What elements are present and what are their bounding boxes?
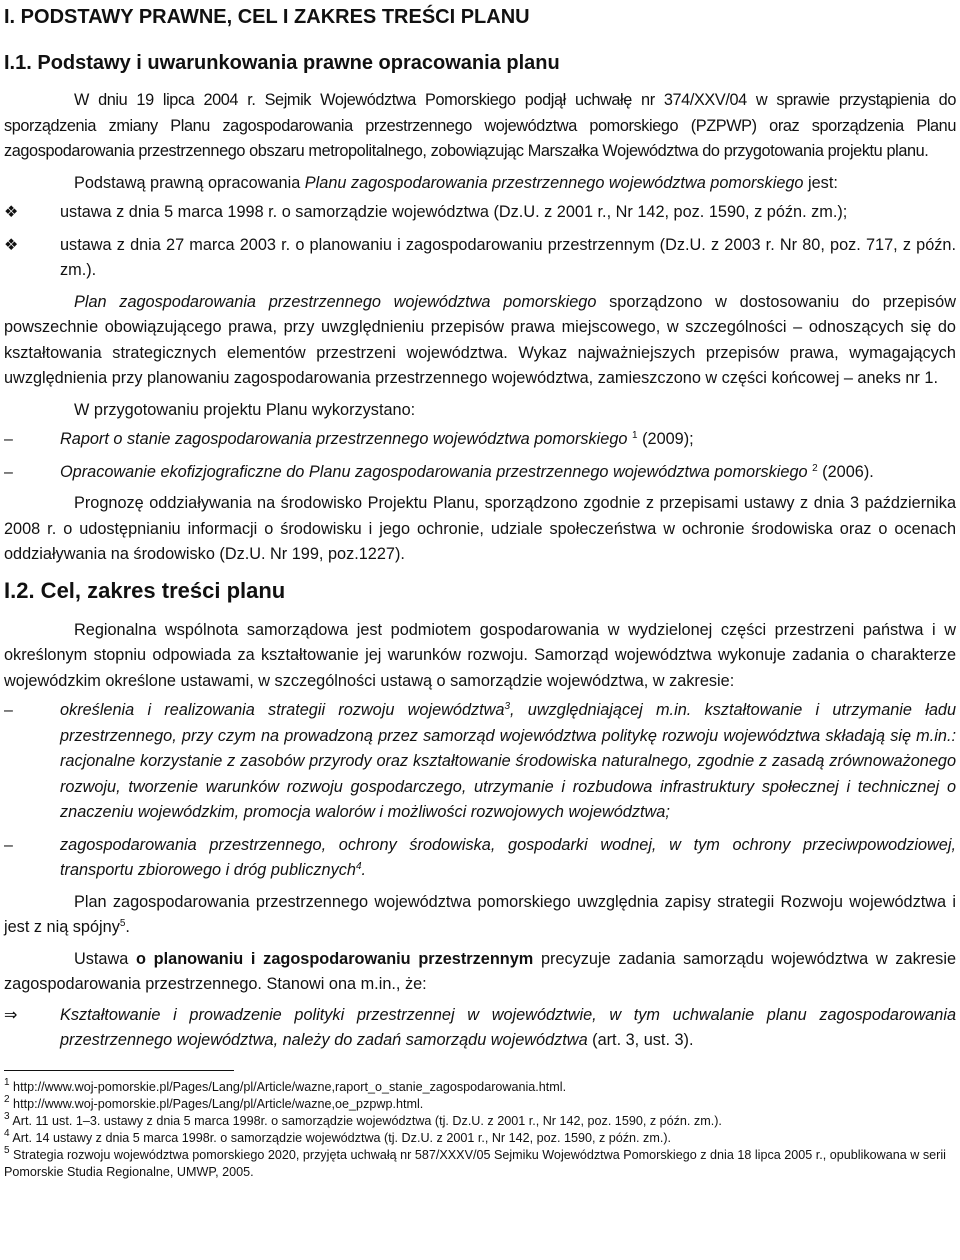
footnote-ref: 2 <box>812 462 818 474</box>
footnote-ref: 1 <box>632 430 638 441</box>
paragraph-regional-community: Regionalna wspólnota samorządowa jest podmiotem gospodarowania w wydzielonej części przestrzeni państwa i w określonym stopniu odpowiada za kształtowanie jej warunków rozwoju. Samorząd województwa wykonuje zadania o charakterze wojewódzkim określone ustawami, w szczególności ustawą o samorządzie województwa, w zakresie: <box>4 620 956 690</box>
act-title: o planowaniu i zagospodarowaniu przestrzennym <box>136 949 534 968</box>
plan-title: Planu zagospodarowania przestrzennego województwa pomorskiego <box>304 173 804 192</box>
list-item: ❖ ustawa z dnia 5 marca 1998 r. o samorządzie województwa (Dz.U. z 2001 r., Nr 142, poz. 1590, z późn. zm.); <box>4 200 956 226</box>
scope-list <box>4 698 956 884</box>
footnote-ref: 3 <box>504 701 511 712</box>
footnote: $^5$ Strategia rozwoju województwa pomorskiego 2020, przyjęta uchwałą nr 587/XXXV/05 Sejmiku Województwa Pomorskiego z dnia 18 lipca 2005 r., opublikowana w serii Pomorskie Studia Regionalne, UMWP, 2005. <box>4 1144 946 1179</box>
chapter-heading: I. PODSTAWY PRAWNE, CEL I ZAKRES TREŚCI PLANU <box>4 6 530 28</box>
list-item: ⇒ Kształtowanie i prowadzenie polityki przestrzennej w województwie, w tym uchwalanie planu zagospodarowania przestrzennego województwa, należy do zadań samorządu województwa (art. 3, ust. 3). <box>4 1003 956 1054</box>
footnote-separator <box>4 1070 234 1071</box>
footnote-ref: 4 <box>355 861 362 872</box>
footnote: $^1$ http://www.woj-pomorskie.pl/Pages/Lang/pl/Article/wazne,raport_o_stanie_zagospodarowania.html. <box>4 1076 567 1094</box>
section-heading-1-1: I.1. Podstawy i uwarunkowania prawne opracowania planu <box>4 52 560 74</box>
paragraph-sources-intro: W przygotowaniu projektu Planu wykorzystano: <box>74 400 416 419</box>
footnote: $^4$ Art. 14 ustawy z dnia 5 marca 1998r. o samorządzie województwa (tj. Dz.U. z 2001 r., Nr 142, poz. 1590, z późn. zm.). <box>4 1127 672 1145</box>
footnote: $^2$ http://www.woj-pomorskie.pl/Pages/Lang/pl/Article/wazne,oe_pzpwp.html. <box>4 1093 424 1111</box>
paragraph-strategy-consistency: Plan zagospodarowania przestrzennego województwa pomorskiego uwzględnia zapisy strategii Rozwoju województwa i jest z nią spójny$^5$. <box>4 892 956 936</box>
dash-bullet-icon: – <box>4 836 13 854</box>
footnote: $^3$ Art. 11 ust. 1–3. ustawy z dnia 5 marca 1998r. o samorządzie województwa (tj. Dz.U. z 2001 r., Nr 142, poz. 1590, z późn. zm.). <box>4 1110 722 1128</box>
quotation-list <box>4 1003 956 1054</box>
paragraph-planning-act: Ustawa o planowaniu i zagospodarowaniu przestrzennym precyzuje zadania samorządu województwa w zakresie zagospodarowania przestrzennego. Stanowi ona m.in., że: <box>4 949 956 993</box>
plan-title: Plan zagospodarowania przestrzennego województwa pomorskiego <box>74 292 597 311</box>
paragraph-plan-compliance: Plan zagospodarowania przestrzennego województwa pomorskiego sporządzono w dostosowaniu do przepisów powszechnie obowiązującego prawa, przy uwzględnieniu przepisów prawa miejscowego, w szczególności – odnoszących się do kształtowania strategicznych elementów przestrzeni województwa. Wykaz najważniejszych przepisów prawa, wymagających uwzględnienia przy planowaniu zagospodarowania przestrzennego województwa, zamieszczono w części końcowej – aneks nr 1. <box>4 292 956 387</box>
list-item: – Opracowanie ekofizjograficzne do Planu zagospodarowania przestrzennego województwa pomorskiego $^2$ (2006). <box>4 460 956 486</box>
legal-basis-list <box>4 200 956 284</box>
section-heading-1-2: I.2. Cel, zakres treści planu <box>4 577 286 603</box>
arrow-bullet-icon: ⇒ <box>4 1006 18 1024</box>
list-item: – określenia i realizowania strategii rozwoju województwa$^3$, uwzględniającej m.in. kształtowanie i utrzymanie ładu przestrzennego, przy czym na prowadzoną przez samorząd województwa politykę rozwoju województwa składają się m.in.: racjonalne korzystanie z zasobów przyrody oraz kształtowanie środowiska naturalnego, zgodnie z zasadą zrównoważonego rozwoju, tworzenie warunków rozwoju gospodarczego, utrzymanie i rozbudowa infrastruktury społecznej i technicznej o znaczeniu wojewódzkim, promocja walorów i możliwości rozwojowych województwa; <box>4 698 956 826</box>
diamond-bullet-icon: ❖ <box>4 204 19 221</box>
diamond-bullet-icon: ❖ <box>4 236 19 254</box>
list-item: – Raport o stanie zagospodarowania przestrzennego województwa pomorskiego $^1$ (2009); <box>4 427 956 453</box>
dash-bullet-icon: – <box>4 702 13 719</box>
paragraph-resolution: W dniu 19 lipca 2004 r. Sejmik Województwa Pomorskiego podjął uchwałę nr 374/XXV/04 w sprawie przystąpienia do sporządzenia zmiany Planu zagospodarowania przestrzennego województwa pomorskiego (PZPWP) oraz sporządzenia Planu zagospodarowania przestrzennego obszaru metropolitalnego, zobowiązując Marszałka Województwa do przygotowania projektu planu. <box>4 91 956 160</box>
list-item: ❖ ustawa z dnia 27 marca 2003 r. o planowaniu i zagospodarowaniu przestrzennym (Dz.U. z 2003 r. Nr 80, poz. 717, z późn. zm.). <box>4 233 956 284</box>
paragraph-environmental-forecast: Prognozę oddziaływania na środowisko Projektu Planu, sporządzono zgodnie z przepisami ustawy z dnia 3 października 2008 r. o udostępnianiu informacji o środowisku i jego ochronie, udziale społeczeństwa w ochronie środowiska oraz o ocenach oddziaływania na środowisko (Dz.U. Nr 199, poz.1227). <box>4 494 956 563</box>
paragraph-legal-basis: Podstawą prawną opracowania Planu zagospodarowania przestrzennego województwa pomorskiego jest: <box>74 173 838 192</box>
footnote-ref: 5 <box>119 918 126 929</box>
list-item: – zagospodarowania przestrzennego, ochrony środowiska, gospodarki wodnej, w tym ochrony przeciwpowodziowej, transportu zbiorowego i dróg publicznych$^4$. <box>4 833 956 884</box>
sources-list <box>4 427 956 485</box>
dash-bullet-icon: – <box>4 463 13 481</box>
footnotes <box>4 1076 956 1181</box>
dash-bullet-icon: – <box>4 431 13 448</box>
